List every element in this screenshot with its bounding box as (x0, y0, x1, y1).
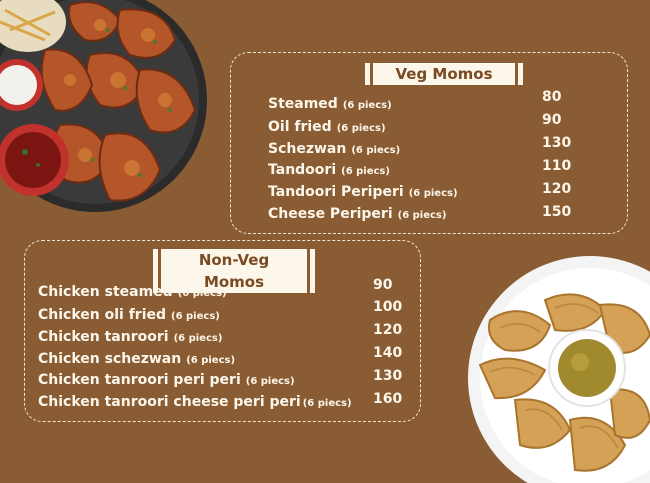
menu-item (38, 369, 295, 388)
item-price: 140 (373, 345, 403, 361)
item-name: Cheese Periperi (268, 206, 393, 222)
item-price: 100 (373, 299, 403, 315)
item-name: Schezwan (268, 141, 347, 157)
item-price: 110 (542, 158, 572, 174)
item-name: Tandoori (268, 162, 337, 178)
menu-item (38, 281, 227, 300)
menu-item (268, 181, 458, 200)
item-name: Chicken tanroori cheese peri peri (38, 394, 301, 410)
item-qty: (6 piecs) (186, 355, 236, 366)
fried-momos-plate-image (460, 250, 650, 483)
item-qty: (6 piecs) (177, 288, 227, 299)
item-qty: (6 piecs) (397, 210, 447, 221)
item-qty: (6 piecs) (336, 123, 386, 134)
menu-item (38, 304, 220, 323)
item-price: 120 (373, 322, 403, 338)
item-price: 160 (373, 391, 403, 407)
menu-item (38, 391, 352, 410)
item-name: Oil fried (268, 119, 332, 135)
item-price: 130 (542, 135, 572, 151)
menu-item (268, 203, 446, 222)
item-price: 80 (542, 89, 562, 105)
veg-momos-title: Veg Momos (365, 63, 523, 85)
menu-item (38, 348, 235, 367)
veg-momos-panel (230, 52, 628, 234)
item-price: 120 (542, 181, 572, 197)
menu-item (268, 93, 392, 112)
tandoori-momos-plate-image (0, 0, 215, 225)
item-name: Chicken schezwan (38, 351, 182, 367)
item-price: 90 (542, 112, 562, 128)
item-price: 130 (373, 368, 403, 384)
item-name: Tandoori Periperi (268, 184, 404, 200)
item-qty: (6 piecs) (245, 376, 295, 387)
item-price: 150 (542, 204, 572, 220)
nonveg-momos-panel (24, 240, 421, 422)
item-qty: (6 piecs) (408, 188, 458, 199)
menu-item (268, 159, 390, 178)
item-name: Chicken tanroori (38, 329, 169, 345)
nonveg-momos-title: Non-Veg Momos (153, 249, 315, 293)
item-qty: (6 piecs) (173, 333, 223, 344)
menu-item (268, 116, 386, 135)
menu-item (268, 138, 400, 157)
item-name: Steamed (268, 96, 338, 112)
item-qty: (6 piecs) (351, 145, 401, 156)
item-name: Chicken steamed (38, 284, 173, 300)
item-qty: (6 piecs) (302, 398, 352, 409)
item-name: Chicken tanroori peri peri (38, 372, 241, 388)
item-price: 90 (373, 277, 393, 293)
menu-item (38, 326, 222, 345)
item-qty: (6 piecs) (341, 166, 390, 177)
item-qty: (6 piecs) (171, 311, 220, 322)
item-qty: (6 piecs) (342, 100, 392, 111)
item-name: Chicken oli fried (38, 307, 167, 323)
